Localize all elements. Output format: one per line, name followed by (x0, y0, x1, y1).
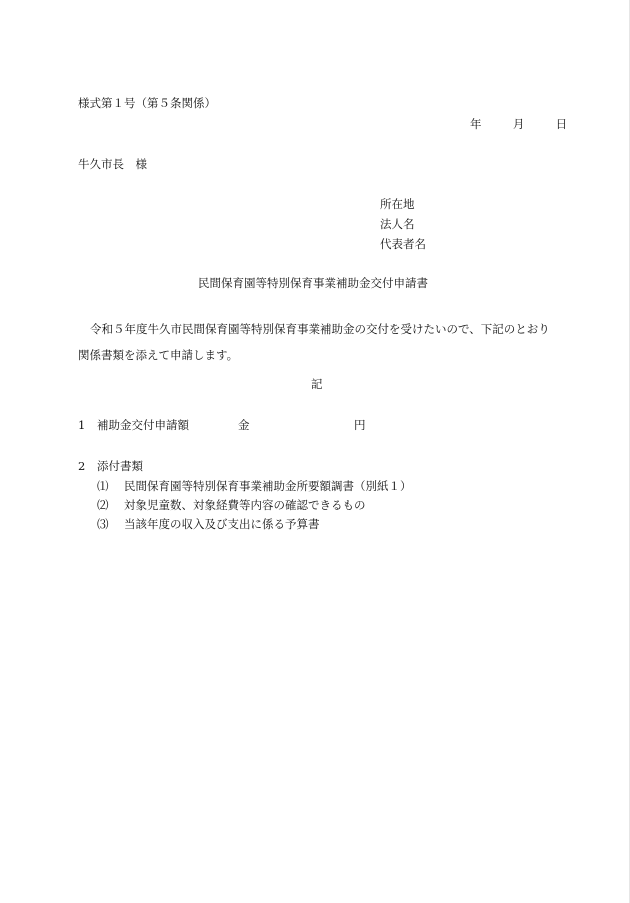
item2-number: 2 (78, 459, 86, 473)
addressee: 牛久市長 様 (78, 157, 147, 171)
body-paragraph: 令和５年度牛久市民間保育園等特別保育事業補助金の交付を受けたいので、下記のとおり関係書類を添えて申請します。 (78, 322, 550, 362)
attachment-1 (97, 479, 412, 493)
item1-yen: 円 (354, 418, 366, 432)
date-line (470, 119, 567, 131)
representative-label: 代表者名 (380, 237, 426, 251)
item1-number: 1 (78, 418, 86, 432)
form-id: 様式第１号（第５条関係） (78, 96, 216, 110)
ki-label: 記 (311, 377, 323, 391)
document-title: 民間保育園等特別保育事業補助金交付申請書 (198, 276, 428, 290)
date-year: 年 (470, 117, 482, 131)
date-day: 日 (555, 117, 568, 131)
item1-kin: 金 (238, 418, 250, 432)
item2-label: 添付書類 (97, 459, 143, 473)
date-month: 月 (512, 117, 525, 131)
attachment-3-num: ⑶ (97, 517, 109, 531)
attachment-1-text: 民間保育園等特別保育事業補助金所要額調書（別紙１） (124, 479, 412, 493)
item1-label: 補助金交付申請額 (97, 418, 189, 432)
attachment-1-num: ⑴ (97, 479, 109, 493)
attachment-2-num: ⑵ (97, 498, 109, 512)
attachment-3 (97, 517, 320, 531)
corp-name-label: 法人名 (380, 217, 415, 231)
attachment-2 (97, 498, 366, 512)
attachment-3-text: 当該年度の収入及び支出に係る予算書 (124, 517, 320, 531)
attachment-2-text: 対象児童数、対象経費等内容の確認できるもの (124, 498, 366, 512)
address-label: 所在地 (380, 197, 415, 211)
